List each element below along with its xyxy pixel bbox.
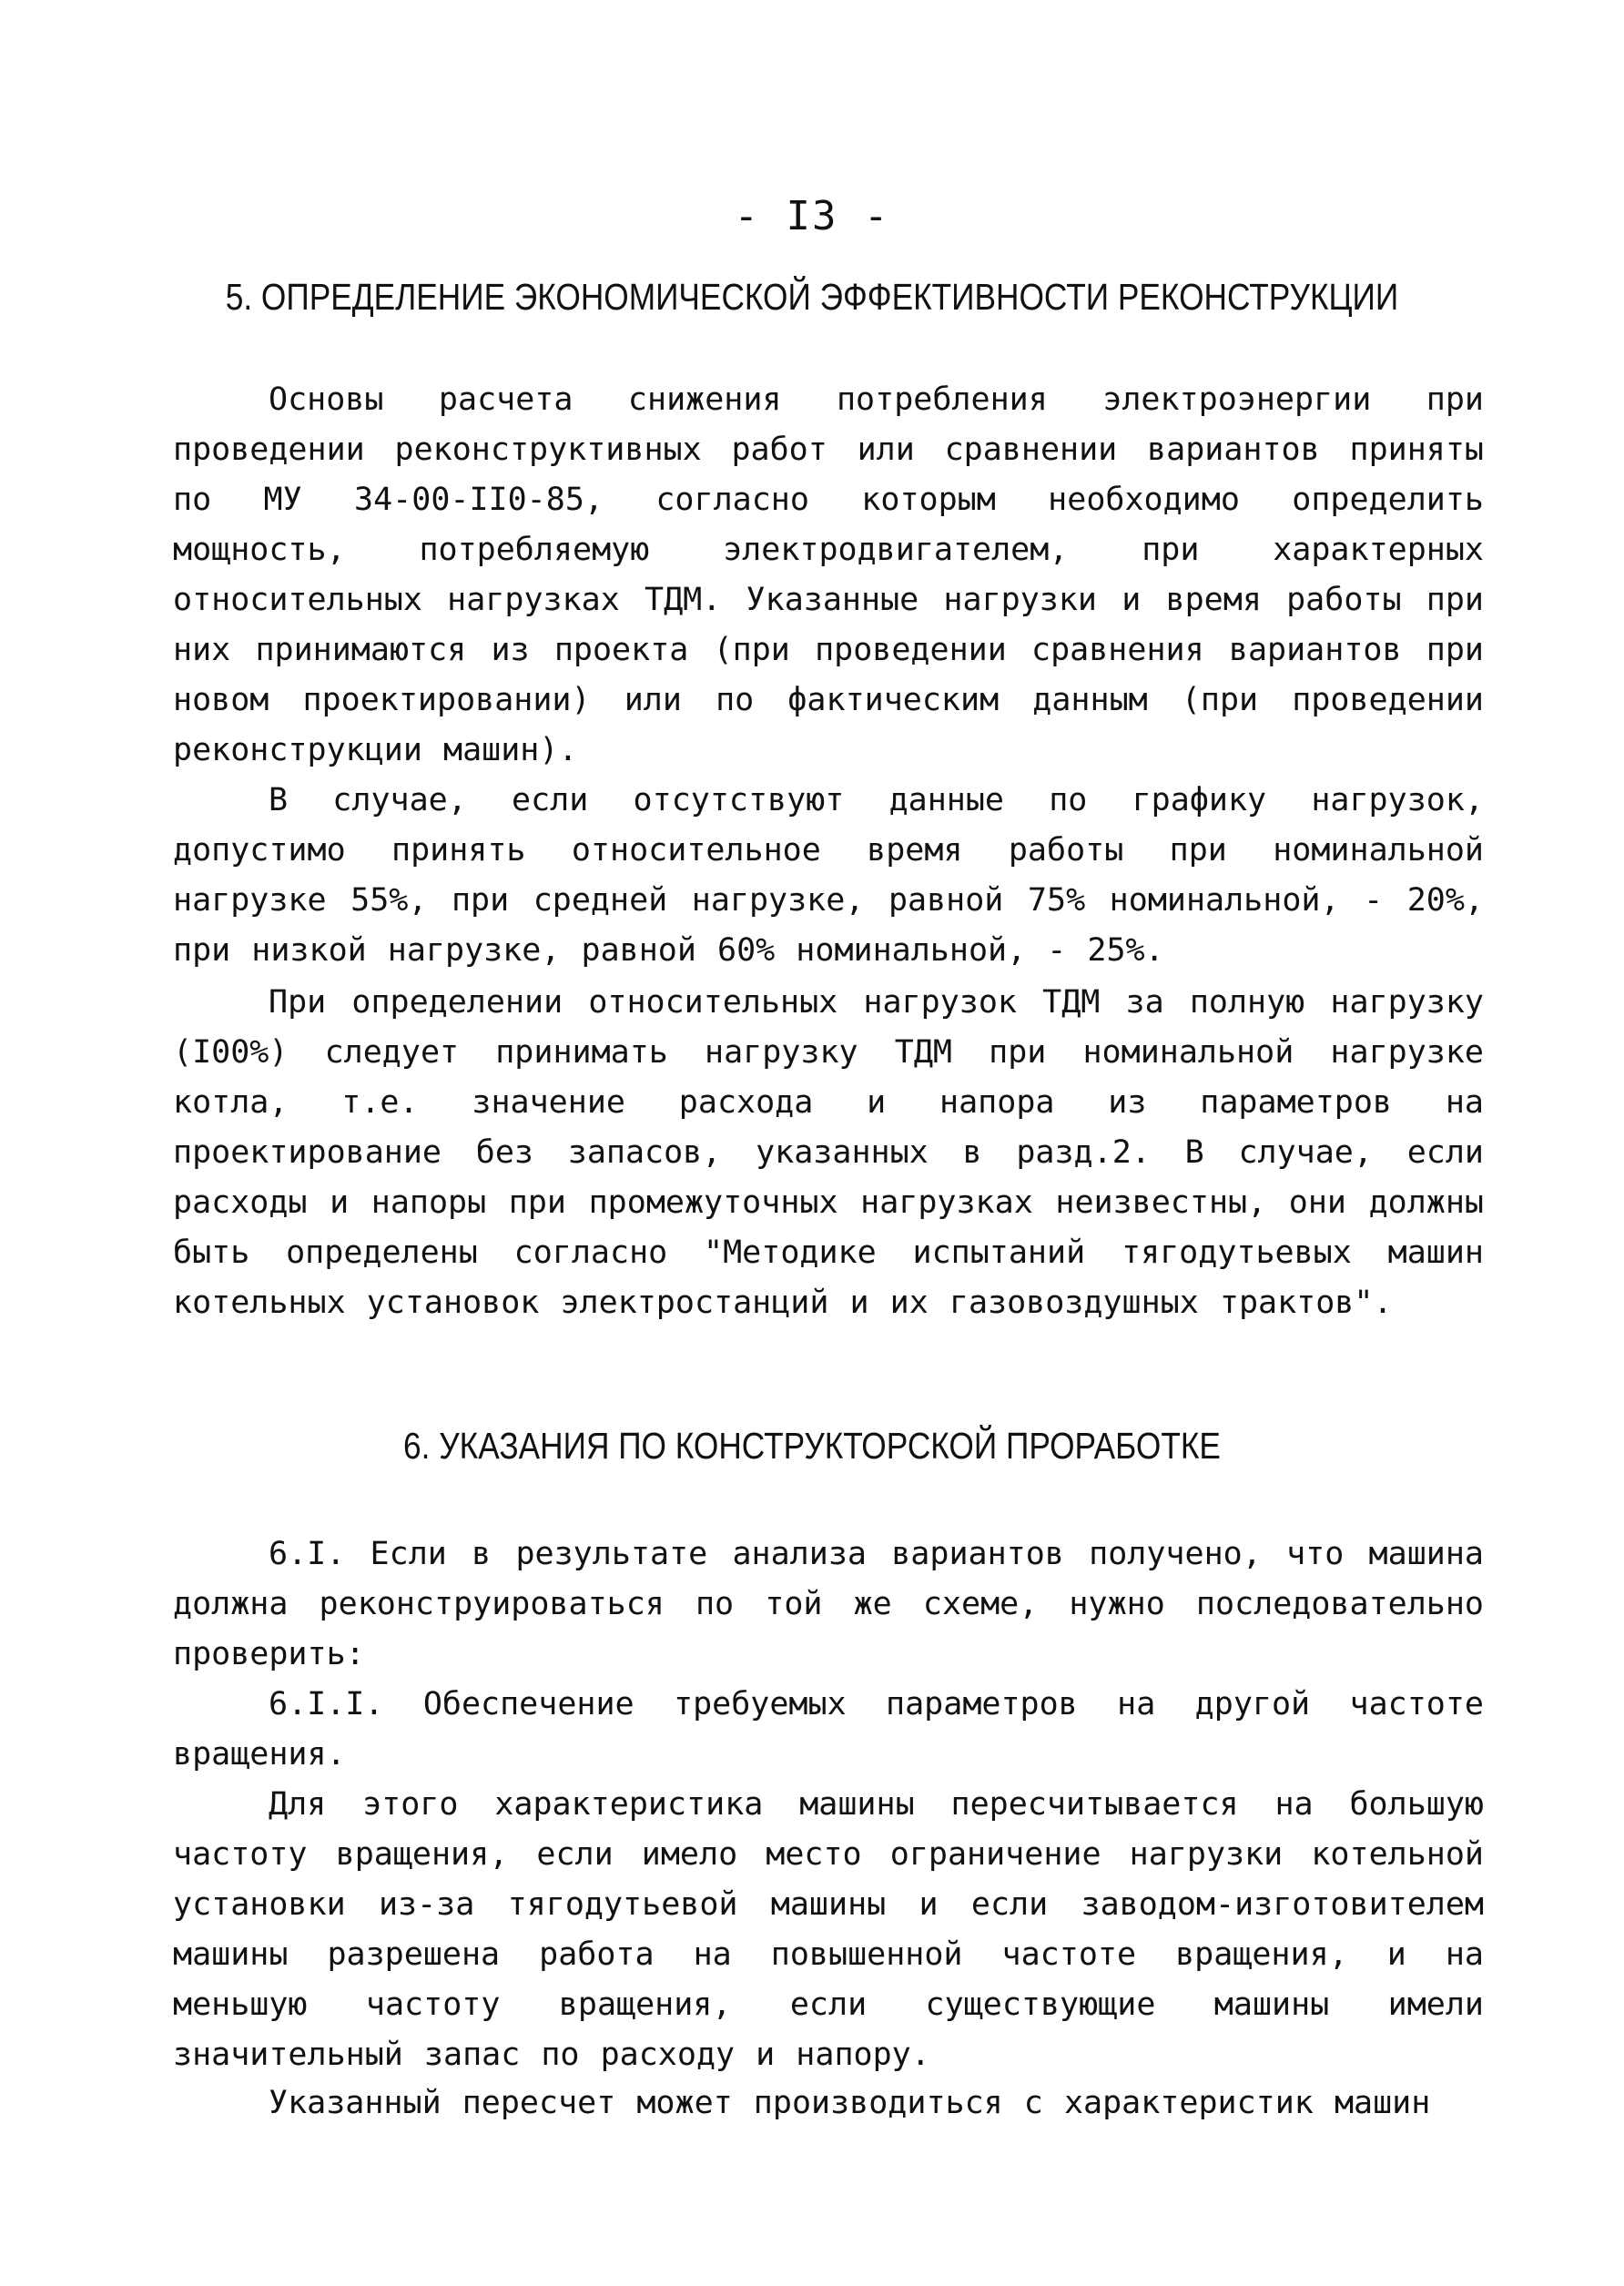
section-5-title: 5. ОПРЕДЕЛЕНИЕ ЭКОНОМИЧЕСКОЙ ЭФФЕКТИВНОСТИ РЕКОНСТРУКЦИИ [225, 276, 1399, 318]
section-6-paragraph-2: 6.I.I. Обеспечение требуемых параметров на другой частоте вращения. [173, 1686, 1484, 1773]
section-6-paragraph-1: 6.I. Если в результате анализа вариантов получено, что машина должна реконструироваться по той же схеме, нужно последовательно проверить: [173, 1536, 1484, 1672]
section-5-paragraph-3: При определении относительных нагрузок ТДМ за полную нагрузку (I00%) следует принимать нагрузку ТДМ при номинальной нагрузке котла, т.е. значение расхода и напора из параметров на проектирование без запасов, указанных в разд.2. В случае, если расходы и напоры при промежуточных нагрузках неизвестны, они должны быть определены согласно "Методике испытаний тягодутьевых машин котельных установок электростанций и их газовоздушных трактов". [173, 984, 1484, 1321]
section-5-paragraph-2: В случае, если отсутствуют данные по графику нагрузок, допустимо принять относительное время работы при номинальной нагрузке 55%, при средней нагрузке, равной 75% номинальной, - 20%, при низкой нагрузке, равной 60% номинальной, - 25%. [173, 782, 1484, 969]
section-6-paragraph-4: Указанный пересчет может производиться с характеристик машин [269, 2085, 1431, 2121]
section-6-title: 6. УКАЗАНИЯ ПО КОНСТРУКТОРСКОЙ ПРОРАБОТКЕ [403, 1425, 1221, 1467]
section-6-paragraph-3: Для этого характеристика машины пересчитывается на большую частоту вращения, если имело место ограничение нагрузки котельной установки из-за тягодутьевой машины и если заводом-изготовителем машины разрешена работа на повышенной частоте вращения, и на меньшую частоту вращения, если существующие машины имели значительный запас по расходу и напору. [173, 1786, 1484, 2073]
page-number: - I3 - [734, 193, 890, 239]
section-5-paragraph-1: Основы расчета снижения потребления электроэнергии при проведении реконструктивных работ или сравнении вариантов приняты по МУ 34-00-II0-85, согласно которым необходимо определить мощность, потребляемую электродвигателем, при характерных относительных нагрузках ТДМ. Указанные нагрузки и время работы при них принимаются из проекта (при проведении сравнения вариантов при новом проектировании) или по фактическим данным (при проведении реконструкции машин). [173, 381, 1484, 768]
